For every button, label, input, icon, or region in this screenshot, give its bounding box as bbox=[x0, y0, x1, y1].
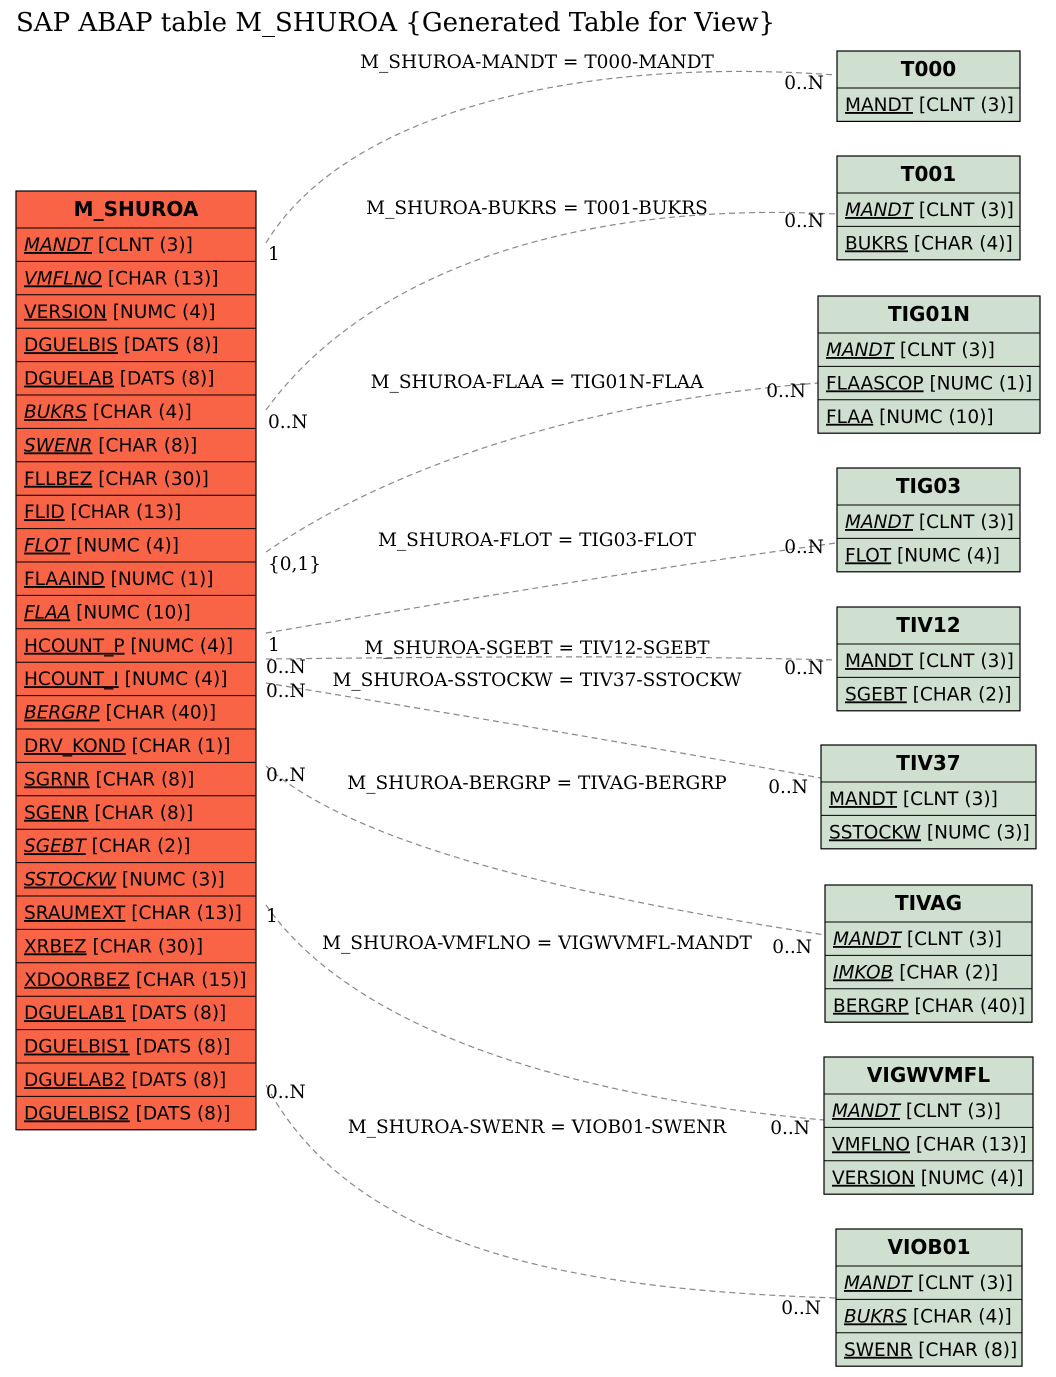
field-row-fllbez bbox=[24, 469, 209, 490]
field-name: SGENR bbox=[24, 802, 89, 824]
field-row-flid bbox=[24, 502, 181, 523]
relation-label: M_SHUROA-MANDT = T000-MANDT bbox=[360, 52, 714, 73]
relation-label: M_SHUROA-BUKRS = T001-BUKRS bbox=[366, 198, 708, 219]
field-row-flaaind bbox=[24, 569, 213, 590]
table-t000 bbox=[837, 51, 1020, 121]
tables-layer bbox=[16, 51, 1040, 1366]
field-type: [CLNT (3)] bbox=[900, 1101, 1001, 1122]
field-row-flot bbox=[845, 545, 1000, 566]
field-name: SSTOCKW bbox=[24, 869, 117, 891]
field-name: MANDT bbox=[845, 651, 914, 672]
field-type: [CLNT (3)] bbox=[913, 512, 1014, 533]
field-name: VERSION bbox=[24, 301, 107, 323]
target-cardinality: 0..N bbox=[784, 73, 824, 94]
field-row-version bbox=[832, 1168, 1023, 1189]
field-name: FLAA bbox=[826, 406, 874, 428]
source-cardinality: 1 bbox=[268, 635, 280, 656]
relation-1 bbox=[266, 198, 836, 433]
field-name: VMFLNO bbox=[24, 268, 102, 290]
field-name: MANDT bbox=[826, 340, 895, 361]
table-t001 bbox=[837, 156, 1020, 260]
field-row-xrbez bbox=[24, 936, 203, 957]
field-row-mandt bbox=[844, 1273, 1013, 1294]
field-type: [DATS (8)] bbox=[129, 1103, 231, 1125]
field-row-drv-kond bbox=[24, 736, 231, 757]
field-type: [CLNT (3)] bbox=[913, 200, 1014, 221]
field-row-dguelab bbox=[24, 369, 214, 390]
field-name: MANDT bbox=[845, 200, 914, 221]
field-type: [CHAR (2)] bbox=[893, 962, 999, 984]
field-row-mandt bbox=[832, 1101, 1001, 1122]
table-name: TIV37 bbox=[896, 751, 961, 775]
relation-label: M_SHUROA-FLAA = TIG01N-FLAA bbox=[370, 372, 704, 393]
field-row-imkob bbox=[833, 962, 998, 983]
source-cardinality: 1 bbox=[268, 244, 280, 265]
field-row-sraumext bbox=[24, 903, 242, 924]
field-row-hcount-p bbox=[24, 636, 233, 657]
field-row-vmflno bbox=[832, 1134, 1026, 1155]
field-type: [NUMC (10)] bbox=[70, 602, 191, 624]
field-name: FLAA bbox=[24, 602, 71, 624]
source-cardinality: 0..N bbox=[268, 412, 308, 433]
field-row-xdoorbez bbox=[24, 970, 246, 991]
table-name: TIV12 bbox=[896, 613, 961, 637]
relation-8 bbox=[266, 1082, 836, 1319]
field-name: HCOUNT_I bbox=[24, 669, 119, 691]
table-m-shuroa bbox=[16, 191, 256, 1130]
field-type: [CLNT (3)] bbox=[92, 235, 193, 256]
target-cardinality: 0..N bbox=[772, 937, 812, 958]
table-name: TIG03 bbox=[895, 474, 962, 498]
field-name: DGUELAB1 bbox=[24, 1003, 126, 1025]
field-type: [CLNT (3)] bbox=[913, 651, 1014, 672]
target-cardinality: 0..N bbox=[784, 537, 824, 558]
relation-label: M_SHUROA-FLOT = TIG03-FLOT bbox=[377, 530, 697, 551]
field-name: BERGRP bbox=[24, 702, 100, 724]
field-row-sstockw bbox=[24, 870, 225, 891]
relation-label: M_SHUROA-BERGRP = TIVAG-BERGRP bbox=[347, 773, 727, 794]
field-name: MANDT bbox=[845, 512, 914, 533]
field-row-mandt bbox=[826, 340, 995, 361]
field-name: XDOORBEZ bbox=[24, 969, 130, 991]
field-name: VMFLNO bbox=[832, 1134, 910, 1156]
field-row-flot bbox=[24, 536, 179, 557]
field-name: BUKRS bbox=[24, 402, 87, 423]
relation-label: M_SHUROA-SSTOCKW = TIV37-SSTOCKW bbox=[332, 670, 742, 691]
field-type: [NUMC (3)] bbox=[921, 822, 1030, 844]
field-name: MANDT bbox=[829, 789, 898, 810]
field-row-mandt bbox=[845, 95, 1014, 116]
field-type: [NUMC (4)] bbox=[124, 635, 234, 657]
table-name: VIOB01 bbox=[887, 1235, 971, 1259]
field-type: [CHAR (4)] bbox=[906, 1306, 1012, 1328]
relation-line bbox=[266, 543, 836, 633]
table-vigwvmfl bbox=[824, 1057, 1033, 1194]
field-type: [NUMC (4)] bbox=[891, 545, 1000, 567]
field-row-mandt bbox=[829, 789, 998, 810]
field-type: [NUMC (4)] bbox=[914, 1167, 1024, 1189]
table-viob01 bbox=[836, 1229, 1022, 1366]
relations-layer bbox=[266, 52, 836, 1319]
field-row-bukrs bbox=[845, 233, 1013, 254]
field-type: [CHAR (8)] bbox=[89, 769, 195, 791]
source-cardinality: 0..N bbox=[266, 765, 306, 786]
field-row-bukrs bbox=[24, 402, 192, 423]
field-row-dguelbis1 bbox=[24, 1037, 230, 1058]
field-type: [CHAR (40)] bbox=[99, 702, 217, 724]
field-row-flaascop bbox=[826, 373, 1032, 394]
field-row-dguelbis2 bbox=[24, 1103, 230, 1124]
field-type: [NUMC (1)] bbox=[923, 373, 1033, 395]
field-type: [NUMC (4)] bbox=[118, 669, 228, 691]
relation-7 bbox=[266, 905, 824, 1139]
field-row-sgrnr bbox=[24, 769, 194, 790]
field-name: BERGRP bbox=[833, 995, 909, 1017]
field-type: [CHAR (4)] bbox=[86, 402, 192, 423]
target-cardinality: 0..N bbox=[781, 1298, 821, 1319]
field-row-mandt bbox=[845, 200, 1014, 221]
field-type: [NUMC (1)] bbox=[104, 569, 214, 590]
field-name: MANDT bbox=[844, 1273, 913, 1294]
field-name: FLLBEZ bbox=[24, 468, 93, 490]
target-cardinality: 0..N bbox=[770, 1118, 810, 1139]
target-cardinality: 0..N bbox=[784, 658, 824, 679]
field-type: [CLNT (3)] bbox=[897, 789, 998, 810]
table-tig03 bbox=[837, 468, 1020, 572]
field-row-flaa bbox=[826, 407, 994, 428]
table-name: TIG01N bbox=[887, 302, 971, 326]
field-name: MANDT bbox=[833, 929, 902, 950]
field-row-sgebt bbox=[845, 684, 1012, 705]
field-type: [CHAR (13)] bbox=[125, 903, 242, 924]
table-tivag bbox=[825, 885, 1032, 1022]
field-name: DRV_KOND bbox=[24, 736, 126, 757]
field-type: [NUMC (10)] bbox=[873, 406, 994, 428]
field-row-mandt bbox=[833, 929, 1002, 950]
field-type: [CHAR (1)] bbox=[125, 736, 231, 757]
relation-line bbox=[266, 683, 821, 778]
field-name: DGUELBIS2 bbox=[24, 1103, 130, 1125]
field-type: [NUMC (3)] bbox=[116, 869, 225, 891]
field-row-hcount-i bbox=[24, 669, 227, 690]
field-type: [DATS (8)] bbox=[125, 1070, 227, 1091]
field-name: VERSION bbox=[832, 1167, 915, 1189]
field-row-sstockw bbox=[829, 822, 1030, 843]
field-row-flaa bbox=[24, 602, 191, 623]
relation-label: M_SHUROA-VMFLNO = VIGWVMFL-MANDT bbox=[322, 933, 752, 954]
field-name: SGRNR bbox=[24, 769, 90, 791]
field-name: DGUELAB bbox=[24, 368, 114, 390]
field-name: SGEBT bbox=[845, 684, 907, 706]
field-row-sgenr bbox=[24, 803, 193, 824]
field-row-sgebt bbox=[24, 836, 191, 857]
field-type: [CLNT (3)] bbox=[894, 340, 995, 361]
field-type: [CHAR (4)] bbox=[907, 233, 1013, 255]
field-name: SWENR bbox=[24, 435, 93, 457]
field-type: [CHAR (30)] bbox=[86, 936, 204, 958]
source-cardinality: 1 bbox=[266, 906, 278, 927]
field-type: [DATS (8)] bbox=[118, 335, 219, 357]
relation-line bbox=[266, 383, 818, 552]
table-tiv37 bbox=[821, 745, 1036, 849]
field-name: SRAUMEXT bbox=[24, 903, 126, 924]
relation-label: M_SHUROA-SGEBT = TIV12-SGEBT bbox=[364, 638, 710, 659]
field-row-dguelab1 bbox=[24, 1003, 226, 1024]
field-type: [CHAR (2)] bbox=[85, 836, 191, 858]
field-type: [DATS (8)] bbox=[113, 368, 215, 390]
target-cardinality: 0..N bbox=[766, 381, 806, 402]
field-type: [CHAR (8)] bbox=[88, 802, 194, 824]
field-row-bergrp bbox=[24, 703, 216, 724]
field-name: FLAAIND bbox=[24, 569, 105, 590]
field-type: [CLNT (3)] bbox=[912, 1273, 1013, 1294]
relation-0 bbox=[266, 52, 836, 265]
field-name: BUKRS bbox=[845, 233, 908, 255]
field-type: [DATS (8)] bbox=[129, 1036, 231, 1058]
relation-6 bbox=[266, 765, 825, 958]
field-name: XRBEZ bbox=[24, 936, 87, 958]
field-name: MANDT bbox=[845, 95, 914, 116]
field-row-dguelab2 bbox=[24, 1070, 226, 1091]
field-type: [CHAR (40)] bbox=[908, 995, 1026, 1017]
table-name: T000 bbox=[900, 57, 957, 81]
field-type: [CLNT (3)] bbox=[913, 95, 1014, 116]
field-name: FLOT bbox=[845, 545, 892, 567]
field-type: [CLNT (3)] bbox=[901, 929, 1002, 950]
table-name: VIGWVMFL bbox=[866, 1063, 991, 1087]
field-name: BUKRS bbox=[844, 1306, 907, 1328]
field-name: SSTOCKW bbox=[829, 822, 922, 844]
source-cardinality: 0..N bbox=[266, 681, 306, 702]
field-type: [CHAR (15)] bbox=[129, 969, 247, 991]
field-row-swenr bbox=[24, 435, 197, 456]
table-tig01n bbox=[818, 296, 1040, 433]
field-name: IMKOB bbox=[833, 962, 894, 984]
field-name: FLID bbox=[24, 502, 65, 524]
field-row-mandt bbox=[845, 512, 1014, 533]
field-row-vmflno bbox=[24, 268, 218, 289]
table-name: TIVAG bbox=[894, 891, 963, 915]
field-type: [NUMC (4)] bbox=[106, 301, 216, 323]
source-cardinality: 0..N bbox=[266, 657, 306, 678]
field-type: [CHAR (13)] bbox=[101, 268, 219, 290]
field-row-dguelbis bbox=[24, 335, 219, 356]
field-name: DGUELAB2 bbox=[24, 1070, 126, 1091]
field-type: [CHAR (2)] bbox=[906, 684, 1012, 706]
field-name: FLAASCOP bbox=[826, 373, 924, 395]
field-type: [CHAR (30)] bbox=[92, 468, 209, 490]
field-name: SWENR bbox=[844, 1339, 913, 1361]
target-cardinality: 0..N bbox=[768, 777, 808, 798]
diagram-title: SAP ABAP table M_SHUROA {Generated Table for View} bbox=[16, 8, 776, 38]
field-row-mandt bbox=[845, 651, 1014, 672]
field-row-swenr bbox=[844, 1340, 1017, 1361]
table-tiv12 bbox=[837, 607, 1020, 711]
field-row-bergrp bbox=[833, 996, 1025, 1017]
field-type: [NUMC (4)] bbox=[70, 535, 179, 557]
table-name: M_SHUROA bbox=[73, 197, 199, 221]
field-name: MANDT bbox=[24, 235, 93, 256]
field-name: DGUELBIS1 bbox=[24, 1036, 130, 1058]
field-type: [DATS (8)] bbox=[125, 1003, 227, 1025]
field-type: [CHAR (13)] bbox=[909, 1134, 1027, 1156]
field-name: DGUELBIS bbox=[24, 335, 119, 357]
field-row-mandt bbox=[24, 235, 193, 256]
field-row-version bbox=[24, 302, 215, 323]
source-cardinality: 0..N bbox=[266, 1082, 306, 1103]
field-type: [CHAR (8)] bbox=[912, 1339, 1018, 1361]
field-name: SGEBT bbox=[24, 836, 86, 858]
field-name: MANDT bbox=[832, 1101, 901, 1122]
field-name: HCOUNT_P bbox=[24, 635, 125, 657]
field-row-bukrs bbox=[844, 1306, 1012, 1327]
field-type: [CHAR (13)] bbox=[64, 502, 182, 524]
target-cardinality: 0..N bbox=[784, 211, 824, 232]
field-name: FLOT bbox=[24, 535, 71, 557]
table-name: T001 bbox=[900, 162, 957, 186]
source-cardinality: {0,1} bbox=[268, 554, 321, 575]
field-type: [CHAR (8)] bbox=[92, 435, 198, 457]
relation-label: M_SHUROA-SWENR = VIOB01-SWENR bbox=[347, 1117, 727, 1138]
